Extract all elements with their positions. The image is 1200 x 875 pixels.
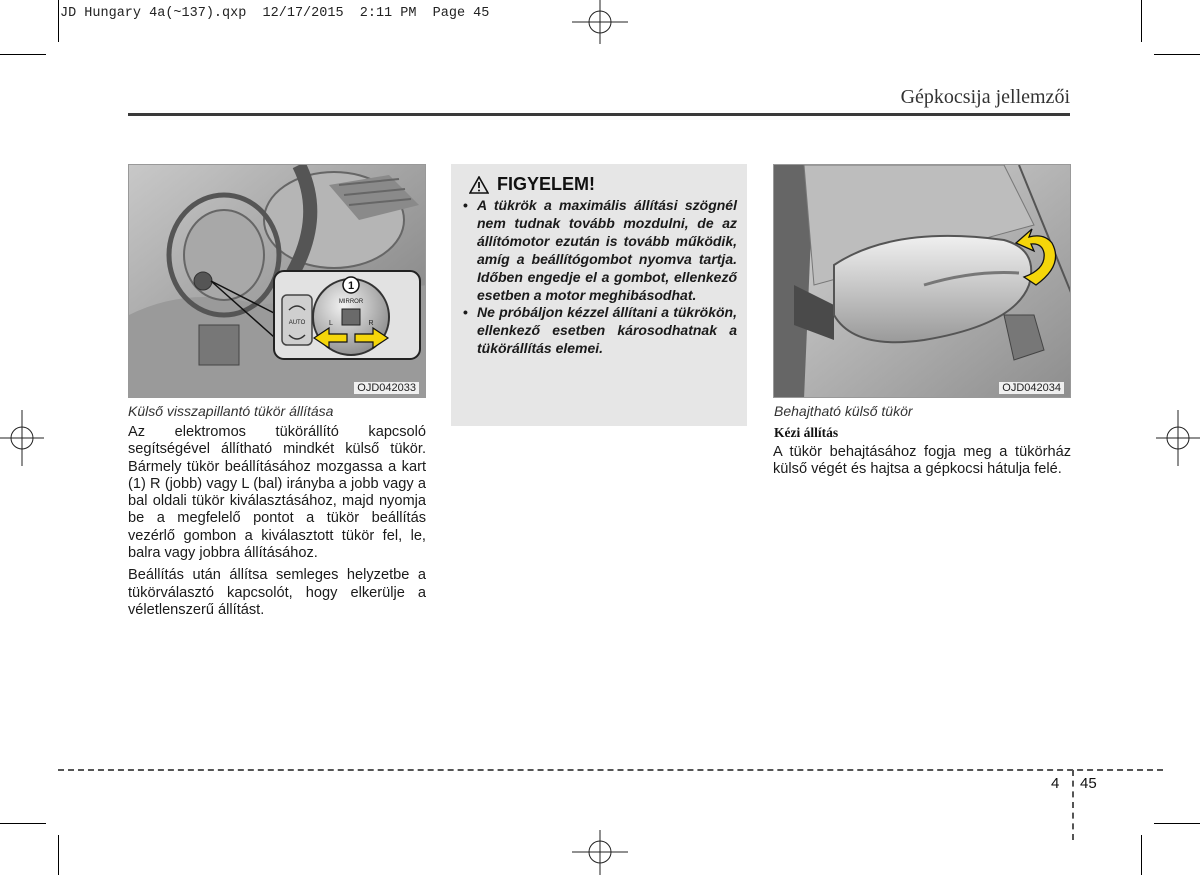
warning-heading — [469, 174, 737, 195]
paragraph: Az elektromos tükörállító kapcsoló segítségével állítható mindkét külső tükör. Bármely tükör beállításához mozgassa a kart (1) R (jobb) vagy L (bal) irányba a jobb vagy a bal oldali tükör kiválasztásához, majd nyomja be a megfelelő pontot a tükör beállítás vezérlő gombon a kiválasztott tükör fel, le, balra vagy jobbra állításához. — [128, 424, 426, 562]
footer-rule — [58, 769, 1163, 771]
crop-mark — [0, 54, 46, 55]
header-rule — [128, 113, 1070, 116]
callout-number: 1 — [347, 280, 355, 292]
crop-mark — [1154, 823, 1200, 824]
crop-mark — [58, 0, 59, 42]
registration-mark — [572, 0, 628, 44]
crop-mark — [1141, 835, 1142, 875]
left-body-text — [128, 424, 426, 624]
figure-folding-mirror — [773, 164, 1071, 398]
crop-mark — [58, 835, 59, 875]
figure-caption: Külső visszapillantó tükör állítása — [128, 403, 334, 419]
registration-mark — [0, 410, 44, 466]
paragraph: Beállítás után állítsa semleges helyzetbe a tükörválasztó kapcsolót, hogy elkerülje a véletlenszerű állítást. — [128, 567, 426, 618]
registration-mark — [1156, 410, 1200, 466]
chapter-number: 4 — [1051, 775, 1060, 792]
right-body-text — [773, 444, 1071, 484]
subheading: Kézi állítás — [774, 425, 839, 440]
warning-triangle-icon — [469, 176, 489, 194]
switch-label-right: R — [368, 320, 374, 327]
switch-label-auto: AUTO — [288, 320, 306, 326]
switch-label-left: L — [329, 320, 333, 327]
figure-code: OJD042034 — [999, 382, 1064, 394]
warning-title: FIGYELEM! — [497, 174, 595, 194]
warning-list — [461, 197, 737, 358]
figure-mirror-switch — [128, 164, 426, 398]
warning-item: • A tükrök a maximális állítási szögnél nem tudnak tovább mozdulni, de az állítómotor ezután is tovább működik, amíg a beállítógombot nyomva tartja. Időben engedje el a gombot, ellenkező esetben a motor meghibásodhat. — [461, 197, 737, 304]
warning-item: • Ne próbáljon kézzel állítani a tükrökön, ellenkező esetben károsodhatnak a tükörállítás elemei. — [461, 304, 737, 358]
paragraph: A tükör behajtásához fogja meg a tükörház külső végét és hajtsa a gépkocsi hátulja felé. — [773, 444, 1071, 478]
registration-mark — [572, 830, 628, 875]
crop-mark — [1141, 0, 1142, 42]
section-title: Gépkocsija jellemzői — [900, 86, 1070, 108]
figure-code: OJD042033 — [354, 382, 419, 394]
print-slug: JD Hungary 4a(~137).qxp 12/17/2015 2:11 PM Page 45 — [60, 6, 490, 21]
side-mirror-illustration — [774, 165, 1071, 398]
switch-label-mirror: MIRROR — [338, 299, 364, 305]
figure-caption: Behajtható külső tükör — [774, 403, 913, 419]
page-number: 45 — [1080, 775, 1097, 792]
footer-divider — [1072, 770, 1074, 840]
crop-mark — [1154, 54, 1200, 55]
crop-mark — [0, 823, 46, 824]
dashboard-illustration — [129, 165, 426, 398]
warning-box — [451, 164, 747, 426]
